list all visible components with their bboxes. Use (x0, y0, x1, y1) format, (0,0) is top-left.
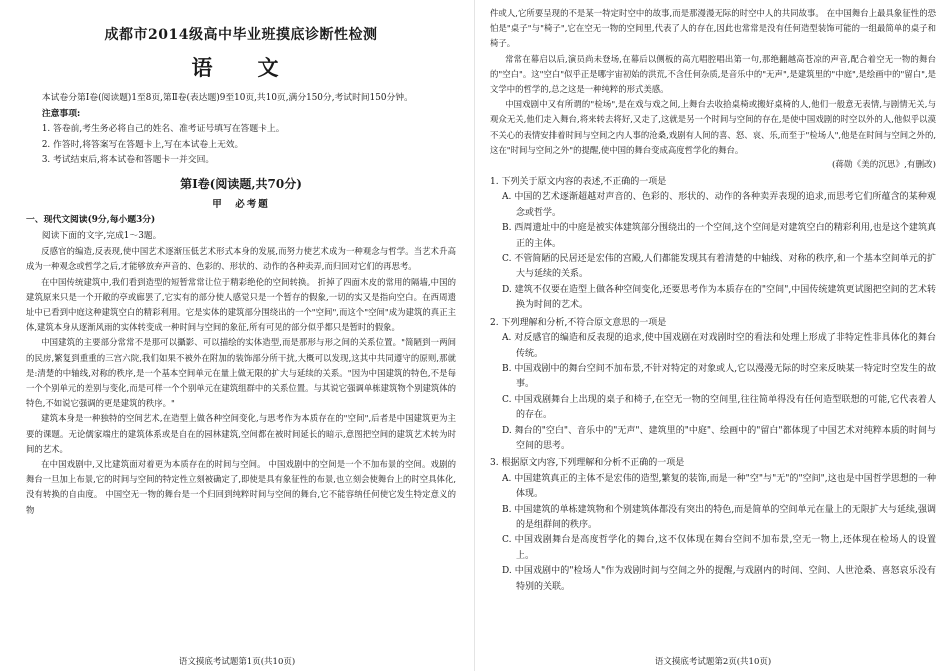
page-footer: 语文摸底考试题第1页(共10页) (178, 657, 296, 667)
page-footer: 语文摸底考试题第2页(共10页) (654, 657, 772, 667)
article-source: (蒋勋《美的沉思》,有删改) (832, 160, 936, 171)
article-paragraph: 在中国传统建筑中,我们看到造型的短暂常常让位于精彩绝伦的空间转换。 折掉了四面木皮的常用的隔墙,中国的建筑原来只是一个开敞的亭或廊罢了,它实有的部分使人感觉只是一个暂存的假象,一切的实又是指向空白。在西周遗址中已看到中庭这种建筑空白的精彩利用。它是实体的建筑部分围绕出的一个"空间",而这个"空间"成为建筑的真正主体,建筑本身从逐渐风雨的实体转变成一种时间与空间的象征,所有可见的部分似乎都只是暂时的假象。 (26, 276, 456, 333)
answer-option: C. 中国戏剧舞台上出现的桌子和椅子,在空无一物的空间里,往往简单得没有任何造型联想的可能,它代表着人的存在。 (502, 394, 936, 421)
section-instruction: 阅读下面的文字,完成1～3题。 (41, 230, 162, 241)
answer-option: C. 中国戏剧舞台是高度哲学化的舞台,这不仅体现在舞台空间不加布景,空无一物上,还体现在检场人的设置上。 (502, 535, 936, 561)
answer-option: A. 对反感官的编造和反表现的追求,使中国戏剧在对戏剧时空的看法和处理上形成了非特定性非具体化的舞台传统。 (502, 333, 936, 359)
answer-option: D. 中国戏剧中的"检场人"作为戏剧时间与空间之外的提醒,与戏剧内的时间、空间、人世沧桑、喜怒哀乐没有特别的关联。 (502, 566, 936, 592)
question-stem: 3. 根据原文内容,下列理解和分析不正确的一项是 (490, 458, 685, 469)
article-paragraph: 反感官的编造,反表现,使中国艺术逐渐压低艺术形式本身的发展,而努力使艺术成为一种观念与哲学。当艺术升高成为一种观念或哲学之后,才能够放弃声音的、色彩的、形状的、动作的各种卖弄,而归回对它们的再思考。 (26, 246, 456, 272)
note-item: 2. 作答时,将答案写在答题卡上,写在本试卷上无效。 (41, 139, 244, 150)
section-title: 一、现代文阅读(9分,每小题3分) (26, 214, 156, 225)
answer-option: B. 西周遗址中的中庭是被实体建筑部分围绕出的一个空间,这个空间是对建筑空白的精彩利用,也是这个建筑真正的主体。 (502, 223, 936, 249)
note-item: 1. 答卷前,考生务必将自己的姓名、准考证号填写在答题卡上。 (41, 124, 285, 135)
page-divider (474, 0, 475, 671)
page-2 (476, 0, 950, 671)
page-1 (0, 0, 474, 671)
answer-option: A. 中国的艺术逐渐超越对声音的、色彩的、形状的、动作的各种卖弄表现的追求,而思考它们所蕴含的某种观念或哲学。 (502, 192, 936, 218)
exam-title: 成都市2014级高中毕业班摸底诊断性检测 (104, 27, 378, 43)
article-paragraph: 在中国戏剧中,又比建筑面对着更为本质存在的时间与空间。 中国戏剧中的空间是一个不加布景的空间。戏剧的舞台一旦加上布景,它的时间与空间的特定性立刻被确定了,即使是具有象征性的布景,也立刻会使舞台上的时空具体化,没有转换的自由度。 中国空无一物的舞台是一个归回到纯粹时间与空间的舞台,它不能容纳任何使它发生特定意义的物 (26, 459, 456, 515)
exam-intro: 本试卷分第Ⅰ卷(阅读题)1至8页,第Ⅱ卷(表达题)9至10页,共10页,满分150分,考试时间150分钟。 (41, 93, 413, 103)
part-subtitle: 甲 必考题 (212, 198, 270, 210)
notes-title: 注意事项: (41, 108, 81, 119)
note-item: 3. 考试结束后,将本试卷和答题卡一并交回。 (41, 155, 215, 166)
question-stem: 2. 下列理解和分析,不符合原文意思的一项是 (490, 317, 667, 328)
subject-title: 语 文 (191, 55, 291, 80)
answer-option: C. 不管简陋的民居还是宏伟的宫殿,人们都能发现其有着清楚的中轴线、对称的秩序,和一个基本空间单元的扩大与延续的关系。 (502, 254, 936, 280)
article-paragraph: 中国戏剧中又有所谓的"检场",是在戏与戏之间,上舞台去收拾桌椅或搬好桌椅的人,他们一般意无表情,与剧情无关,与观众无关,他们走入舞台,将来转去将好,又走了,这就是另一个时间与空间的存在,是使中国戏剧的时空以外的人,他似乎以漠不关心的表情安排着时间与空间之内人事的沧桑,戏剧有人间的喜、怒、哀、乐,而至于"检场人",他是在时间与空间之外的,这在"时间与空间之外"的提醒,使中国的舞台变成高度哲学化的舞台。 (490, 99, 936, 155)
answer-option: A. 中国建筑真正的主体不是宏伟的造型,繁复的装饰,而是一种"空"与"无"的"空间",这也是中国哲学思想的一种体现。 (502, 473, 936, 500)
answer-option: D. 建筑不仅要在造型上做各种空间变化,还要思考作为本质存在的"空间",中国传统建筑更试图把空间的艺术转换为时间的艺术。 (502, 284, 936, 311)
article-paragraph: 常常在幕启以后,演员尚未登场,在幕后以侧板的高亢唱腔唱出第一句,那绝翻越高苍凉的声音,配合着空无一物的舞台的"空白"。这"空白"似乎正是哪宇宙初始的洪荒,不含任何杂质,是音乐中的"无声",是建筑里的"中庭",是绘画中的"留白",是文学中的哲学的,总之这是一种纯粹的形式美感。 (490, 53, 936, 95)
article-paragraph: 中国建筑的主要部分常常不是那可以攝影、可以描绘的实体造型,而是那形与形之间的关系位置。"简陋到一两间的民房,繁复到重重的三宫六院,我们如果不被外在附加的装饰部分所干扰,大概可以发现,这其中共同遵守的原则,那就是:清楚的中轴线,对称的秩序,是一个基本空间单元在量上做无限的扩大与延续的关系。"因为中国建筑的特色,不是每一个个别单元的差别与变化,而是可样一个个别单元在建筑组群中的关系位置。与其说它强调单栋建筑物个别建筑体的特色,不如说它强调的更是建筑的秩序。" (26, 337, 456, 409)
answer-option: D. 舞台的"空白"、音乐中的"无声"、建筑里的"中庭"、绘画中的"留白"都体现了中国艺术对纯粹本质的时间与空间的思考。 (502, 425, 936, 451)
article-paragraph: 件或人,它所要呈现的不是某一特定时空中的故事,而是那漫漫无际的时空中人的共同故事。 在中国舞台上最具象征性的恐怕是"桌子"与"椅子",它在空无一物的空间里,代表了人的存在,因此也常常是没有任何造型装饰可能的一组最简单的桌子和椅子。 (490, 8, 936, 49)
question-stem: 1. 下列关于原文内容的表述,不正确的一项是 (490, 177, 667, 188)
answer-option: B. 中国戏剧中的舞台空间不加布景,不针对特定的对象或人,它以漫漫无际的时空来反映某一特定时空发生的故事。 (502, 363, 936, 390)
article-paragraph: 建筑本身是一种独特的空间艺术,在造型上做各种空间变化,与思考作为本质存在的"空间",后者是中国建筑更为主要的课题。无论儒家端庄的建筑体系或是自在的园林建筑,空间都在被时间延长的暗示,意图把空间的建筑艺术转为时间的艺术。 (26, 413, 456, 454)
answer-option: B. 中国建筑的单栋建筑物和个别建筑体都没有突出的特色,而是简单的空间单元在量上的无限扩大与延续,强调的是组群间的秩序。 (502, 504, 936, 530)
part-title: 第Ⅰ卷(阅读题,共70分) (180, 176, 302, 191)
